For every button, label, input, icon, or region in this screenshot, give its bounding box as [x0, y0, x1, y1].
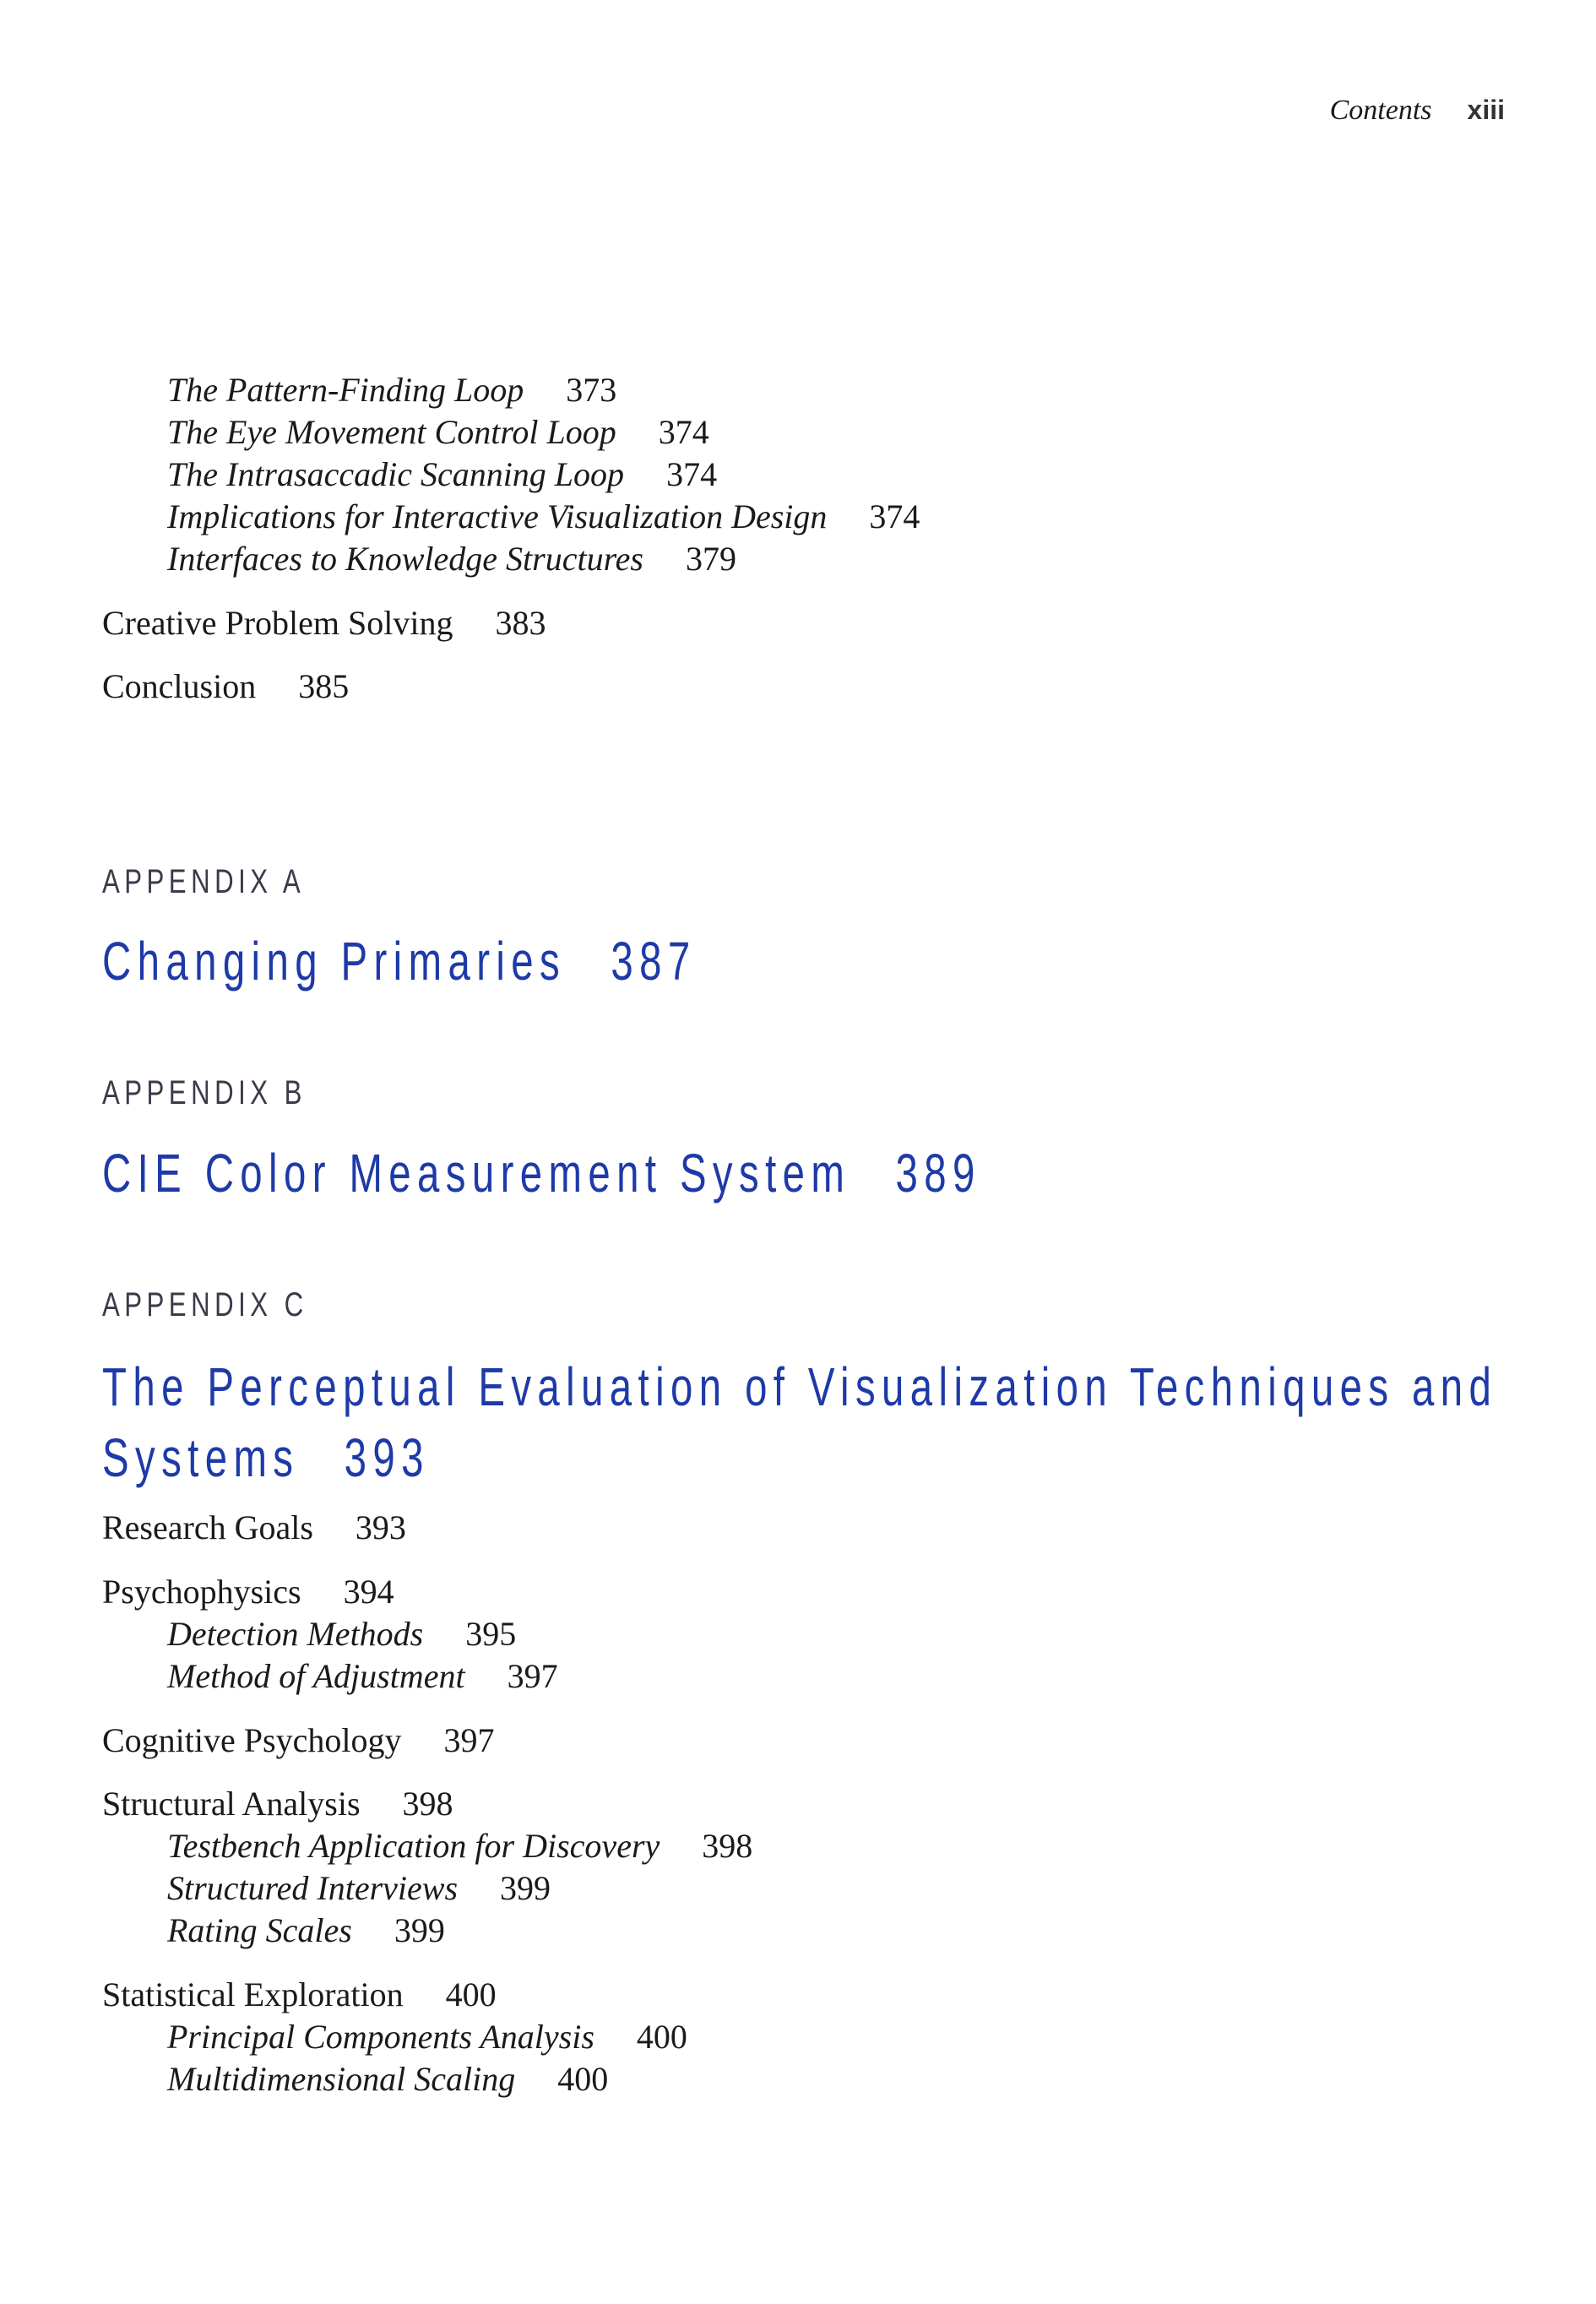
toc-entry-page: 374: [666, 455, 718, 493]
appendix-b-title[interactable]: [102, 1138, 981, 1209]
toc-entry[interactable]: [102, 666, 349, 707]
toc-entry-page: 398: [402, 1785, 453, 1823]
toc-entry[interactable]: [102, 1508, 406, 1548]
appendix-page: 389: [895, 1143, 981, 1204]
appendix-page: 387: [611, 931, 697, 992]
toc-entry-title: Detection Methods: [167, 1615, 424, 1653]
appendix-c-title-line2[interactable]: [102, 1422, 430, 1493]
toc-entry[interactable]: [102, 1572, 394, 1612]
toc-entry-page: 385: [298, 667, 350, 705]
toc-entry-page: 397: [507, 1657, 558, 1695]
toc-entry-title: Structured Interviews: [167, 1869, 459, 1907]
toc-entry[interactable]: [167, 412, 709, 453]
toc-entry[interactable]: [167, 1910, 445, 1951]
appendix-title-text: The Perceptual Evaluation of Visualization Techniques and: [102, 1356, 1498, 1417]
toc-entry[interactable]: [167, 1826, 752, 1867]
toc-entry-page: 400: [636, 2018, 687, 2056]
toc-entry-title: Creative Problem Solving: [102, 604, 453, 642]
toc-entry-page: 395: [465, 1615, 517, 1653]
toc-entry-title: Statistical Exploration: [102, 1975, 404, 2013]
toc-entry[interactable]: [102, 1975, 497, 2015]
toc-entry[interactable]: [167, 1656, 558, 1697]
toc-entry-page: 400: [557, 2060, 609, 2098]
appendix-title-text: CIE Color Measurement System: [102, 1143, 851, 1204]
toc-entry-title: Research Goals: [102, 1508, 313, 1546]
appendix-a-title[interactable]: [102, 926, 697, 997]
toc-entry-title: Conclusion: [102, 667, 257, 705]
toc-entry-title: Interfaces to Knowledge Structures: [167, 540, 643, 578]
toc-entry-title: Psychophysics: [102, 1573, 301, 1611]
toc-entry-page: 398: [702, 1827, 753, 1865]
toc-entry-page: 373: [566, 371, 617, 409]
toc-entry[interactable]: [167, 2017, 687, 2057]
toc-entry-page: 399: [394, 1911, 445, 1949]
toc-entry[interactable]: [167, 497, 920, 537]
toc-entry[interactable]: [167, 1868, 551, 1909]
toc-entry-title: Cognitive Psychology: [102, 1721, 402, 1759]
toc-entry-page: 379: [685, 540, 736, 578]
appendix-title-text: Changing Primaries: [102, 931, 567, 992]
page-number: xiii: [1467, 95, 1505, 125]
toc-entry-page: 383: [495, 604, 546, 642]
appendix-c-label: APPENDIX C: [102, 1286, 308, 1323]
appendix-b-label: APPENDIX B: [102, 1074, 307, 1111]
running-head-section: Contents: [1329, 95, 1432, 126]
toc-entry-page: 374: [869, 497, 920, 535]
toc-entry[interactable]: [167, 2059, 608, 2100]
toc-entry-page: 397: [443, 1721, 495, 1759]
toc-entry-page: 374: [658, 413, 709, 451]
toc-entry-title: Principal Components Analysis: [167, 2018, 594, 2056]
toc-entry-title: Implications for Interactive Visualization Design: [167, 497, 828, 535]
toc-entry-title: Multidimensional Scaling: [167, 2060, 516, 2098]
toc-entry-page: 399: [500, 1869, 551, 1907]
toc-entry[interactable]: [167, 1614, 516, 1655]
toc-entry-title: The Intrasaccadic Scanning Loop: [167, 455, 625, 493]
toc-entry[interactable]: [102, 1784, 453, 1824]
toc-entry-title: Testbench Application for Discovery: [167, 1827, 660, 1865]
toc-entry[interactable]: [167, 539, 736, 579]
toc-entry-title: Rating Scales: [167, 1911, 352, 1949]
toc-entry-title: The Pattern-Finding Loop: [167, 371, 524, 409]
appendix-a-label: APPENDIX A: [102, 863, 306, 900]
toc-entry[interactable]: [167, 454, 717, 495]
toc-entry-title: Structural Analysis: [102, 1785, 361, 1823]
toc-entry-title: Method of Adjustment: [167, 1657, 465, 1695]
appendix-title-text: Systems: [102, 1427, 300, 1488]
running-head: [1330, 93, 1505, 128]
toc-entry-page: 394: [343, 1573, 394, 1611]
toc-entry-page: 400: [445, 1975, 497, 2013]
toc-entry[interactable]: [102, 603, 546, 644]
toc-entry-page: 393: [355, 1508, 406, 1546]
toc-entry-title: The Eye Movement Control Loop: [167, 413, 616, 451]
toc-entry[interactable]: [102, 1720, 494, 1761]
appendix-c-title-line1[interactable]: [102, 1351, 1497, 1422]
toc-entry[interactable]: [167, 370, 616, 410]
appendix-page: 393: [344, 1427, 430, 1488]
